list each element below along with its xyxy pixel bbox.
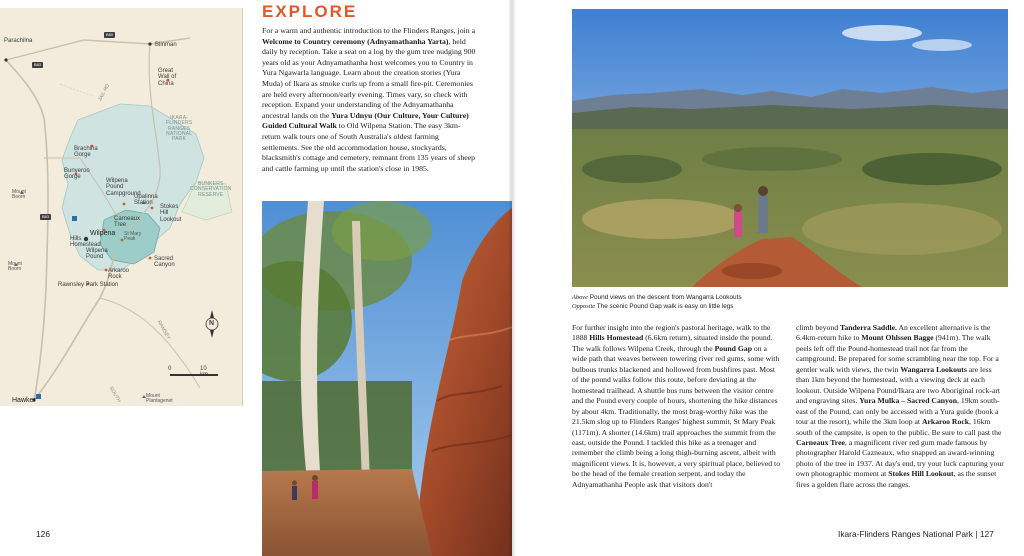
bold-term: Arkaroo Rock [921, 417, 970, 427]
caption-label: Above [572, 294, 588, 301]
bold-term: Welcome to Country ceremony (Adnyamathanha Yarta) [262, 36, 449, 46]
text-run: Pound views on the descent from Wangarra Lookouts [587, 294, 742, 301]
text-run: For further insight into the region's pastoral heritage, walk to the 1888 [572, 323, 771, 343]
map-label-arkaroo: Arkaroo Rock [108, 268, 130, 281]
text-run: (6.6km return), situated inside the pound. The walk follows Wilpena Creek, through the [572, 333, 773, 353]
photo-wangarra-descent [572, 9, 1008, 287]
map-label-hills-homestead: Hills Homestead [70, 236, 101, 249]
photo-caption [572, 293, 1002, 311]
compass-north-label: N [209, 320, 215, 327]
text-run: An excellent alternative is the 6.4km-return hike to [796, 323, 991, 343]
text-run: , 16km south of the campsite, is open to the public. Be sure to call past the [796, 417, 1002, 437]
caption-label: Opposite [572, 303, 596, 310]
map-label-rawnsley: Rawnsley Park Station [58, 282, 119, 288]
bold-term: Mount Ohlssen Bagge [861, 333, 934, 343]
text-run: , 19km south-east of the Pound, can only be accessed with a Yura guide (book a tour at the resort), while the 3km loop at [796, 396, 1000, 427]
map-label-st-mary: St Mary Peak [124, 231, 142, 243]
body-column-1 [572, 323, 781, 490]
map-label-carneaux: Carneaux Tree [114, 216, 141, 229]
text-run: to Old Wilpena Station. The easy 3km-return walk tours one of South Australia's oldest farming settlements. See the old accommodation house, stockyards, blacksmith's cottage and cemetery, remnant from 135 years of sheep and cattle farming up until the station's close in 1985. [262, 121, 476, 173]
road-shield-b83b: B83 [42, 214, 50, 219]
text-run: , as the sunset fires a golden flare across the ranges. [796, 469, 997, 489]
map-label-mount-boorn: Mount Boorn [12, 189, 26, 201]
bold-term: Yura Mulka – Sacred Canyon [859, 396, 958, 406]
map-label-sacred-canyon: Sacred Canyon [154, 256, 175, 269]
map-label-mount-plantagenet: Mount Plantagenet [146, 393, 173, 405]
map-label-stokes: Stokes Hill Lookout [160, 204, 182, 223]
text-run: climb beyond [796, 323, 840, 332]
map-label-wilpena: Wilpena [90, 230, 116, 237]
map-label-wilpena-campground: Wilpena Pound Campground [106, 178, 141, 197]
text-run: are less than 1km beyond the homestead, with a viewing deck at each lookout. Outside Wilpena Pound/Ikara are two Aboriginal rock-art and engraving sites. [796, 364, 1001, 406]
page-folio-right: Ikara-Flinders Ranges National Park | 127 [838, 529, 994, 539]
bold-term: Pound Gap [714, 343, 752, 353]
body-column-2 [796, 323, 1005, 490]
map-label-south-rd: SOUTH [107, 385, 122, 404]
map-label-hawker: Hawker [12, 397, 36, 404]
text-run: (941m). The walk peels left off the Pound-homestead trail not far from the campground. Be prepared for some scrambling near the top. For a gentler walk with views, the twin [796, 333, 999, 374]
map-label-brachina: Brachina Gorge [74, 146, 98, 159]
bold-term: Carneaux Tree [796, 437, 845, 447]
bold-term: Hills Homestead [589, 333, 644, 343]
map-label-parachilna: Parachilna [4, 38, 33, 44]
scale-zero: 0 [168, 366, 172, 372]
text-run: , a magnificent river red gum made famous by photographer Harold Cazneaux, who snapped an award-winning photo of the tree in 1937. At day's end, try your luck capturing your own photographic moment at [796, 437, 1004, 479]
map-label-upalinna: Upalinna Station [134, 194, 158, 207]
map-label-wilpena-pound: Wilpena Pound [86, 248, 108, 261]
photo-wangarra-descent-graphic [572, 9, 1008, 287]
map-label-bunkers: BUNKERS CONSERVATION RESERVE [190, 181, 232, 198]
text-run: , held daily by reception. Take a seat on a log by the gum tree nudging 900 years old as your Adnyamathanha host welcomes you to Country in Yura Ngawarla language. Learn about the creation stories (Yura Muda) of Ikara as smoke curls up from a small fire-pit. Ceremonies are held every afternoon/early evening. Times vary, so check with reception. Expand your understanding of the Adnyamathanha ancestral lands on the [262, 36, 476, 120]
bold-term: Tanderra Saddle. [839, 323, 897, 332]
map-label-great-wall: Great Wall of China [158, 68, 177, 87]
text-run: on a wide path that weaves between towering river red gums, some with bulbous trunks blackened and hollowed from bushfires past. Most of the pound walks follow this route, before deviating at the homestead trailhead. A shuttle bus runs between the visitor centre and the Pound every couple of hours, shortening the hike distances by about 4km. Traditionally, the most brag-worthy hike was the 21.5km slog up to Flinders Ranges' highest summit, St Mary Peak (1171m). A shorter (14.6km) trail approaches the summit from the east, outside the Pound. I tackled this hike as a teenager and remember the climb being a long thigh-burning ascent, albeit with magnificent views. It is, however, a very spiritual place, believed to be the head of the female creation serpent, and today the Adnyamathanha People ask that visitors don't [572, 343, 781, 489]
text-run: The scenic Pound Gap walk is easy on little legs [595, 303, 734, 310]
page-number-left: 126 [36, 529, 50, 539]
map-label-bunyeroo: Bunyeroo Gorge [64, 168, 90, 181]
bold-term: Stokes Hill Lookout [888, 469, 954, 479]
map-label-mount-boorn-2: Mount Boorn [8, 261, 22, 273]
map-label-jail-rd: JAIL RD [97, 83, 112, 103]
map-label-park: IKARA- FLINDERS RANGES NATIONAL PARK [166, 115, 193, 142]
road-shield-b80: B80 [106, 32, 114, 37]
map-label-ramsey-rd: RAMSEY [155, 319, 172, 341]
map-label-blinman: Blinman [155, 42, 177, 48]
bold-term: Yura Udnyu (Our Culture, Your Culture) Guided Cultural Walk [262, 110, 469, 131]
scale-ten: 10 [200, 366, 207, 372]
text-run: For a warm and authentic introduction to the Flinders Ranges, join a [262, 26, 476, 35]
bold-term: Wangarra Lookouts [900, 364, 967, 374]
section-heading: EXPLORE [262, 2, 358, 21]
road-shield-b83: B83 [34, 62, 42, 67]
